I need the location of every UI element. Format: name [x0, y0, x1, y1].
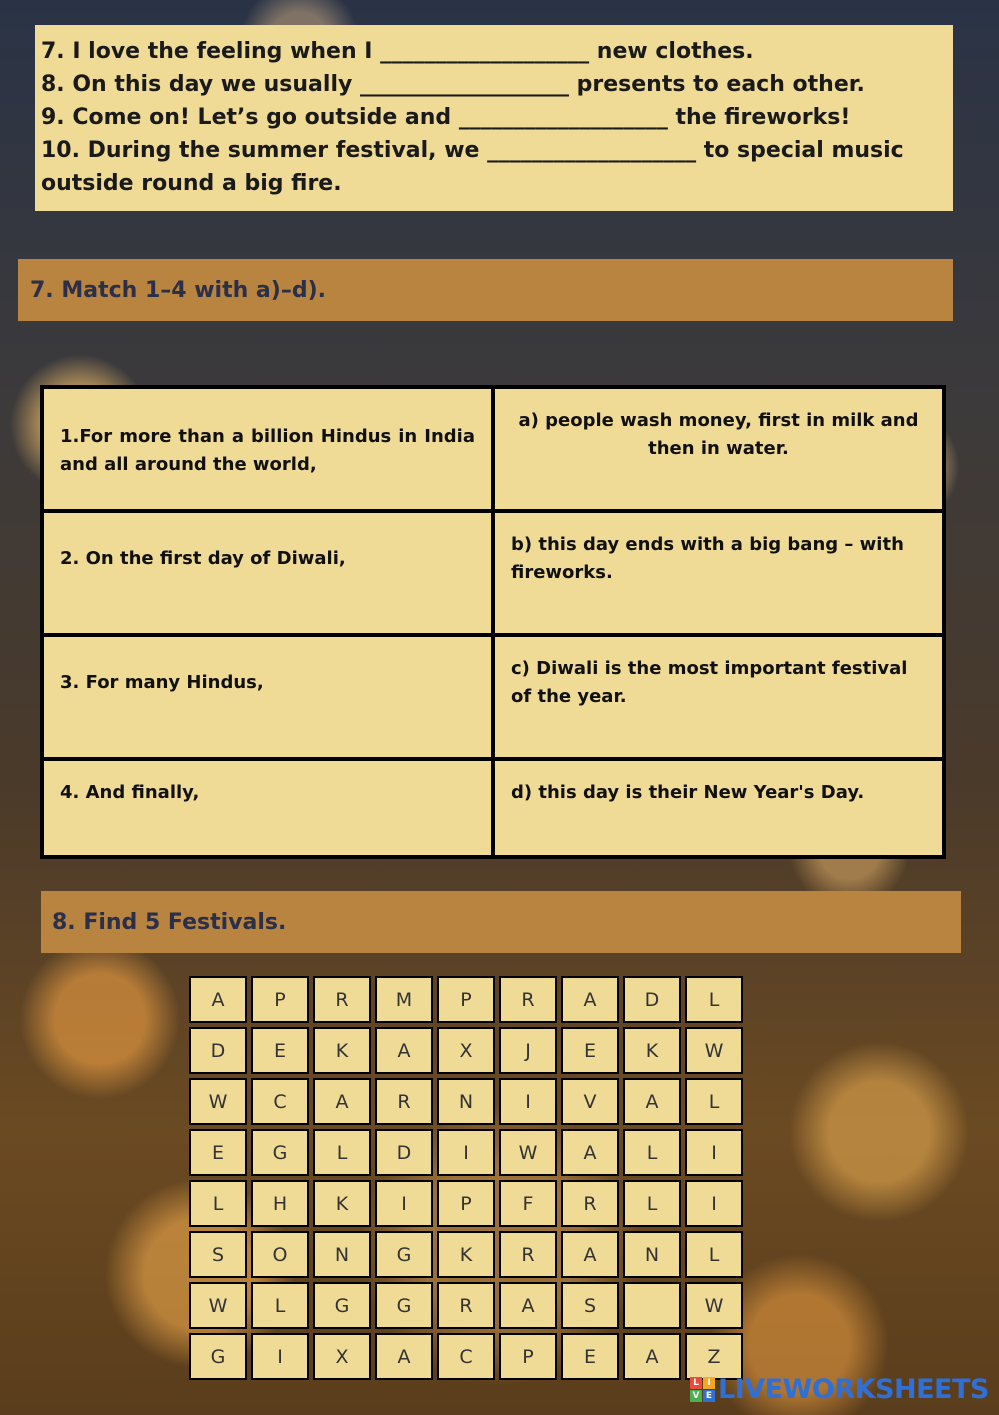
grid-row	[189, 1180, 747, 1231]
grid-cell[interactable]: J	[499, 1027, 557, 1074]
grid-cell[interactable]: A	[623, 1333, 681, 1380]
grid-cell[interactable]: K	[313, 1027, 371, 1074]
liveworksheets-logo-icon	[690, 1377, 715, 1402]
logo-letter: E	[703, 1390, 715, 1402]
table-row	[42, 387, 944, 511]
grid-row	[189, 1027, 747, 1078]
grid-cell[interactable]: G	[251, 1129, 309, 1176]
match-left-2[interactable]	[42, 511, 493, 635]
grid-cell[interactable]: L	[685, 976, 743, 1023]
grid-cell[interactable]: S	[189, 1231, 247, 1278]
grid-cell[interactable]: E	[561, 1333, 619, 1380]
grid-cell[interactable]	[623, 1282, 681, 1329]
table-row	[42, 635, 944, 759]
logo-letter: L	[690, 1377, 702, 1389]
grid-row	[189, 1333, 747, 1384]
grid-row	[189, 1231, 747, 1282]
grid-row	[189, 1129, 747, 1180]
logo-letter: V	[690, 1390, 702, 1402]
grid-cell[interactable]: L	[313, 1129, 371, 1176]
grid-cell[interactable]: C	[437, 1333, 495, 1380]
grid-cell[interactable]: O	[251, 1231, 309, 1278]
grid-cell[interactable]: R	[313, 976, 371, 1023]
grid-row	[189, 1078, 747, 1129]
sentence-7: 7. I love the feeling when I ___________________ new clothes.	[41, 39, 754, 64]
match-right-d-text: d) this day is their New Year's Day.	[511, 782, 865, 803]
match-left-3[interactable]	[42, 635, 493, 759]
grid-cell[interactable]: D	[189, 1027, 247, 1074]
grid-cell[interactable]: I	[685, 1180, 743, 1227]
grid-cell[interactable]: G	[313, 1282, 371, 1329]
grid-cell[interactable]: A	[623, 1078, 681, 1125]
liveworksheets-brand	[690, 1374, 989, 1405]
grid-cell[interactable]: A	[313, 1078, 371, 1125]
grid-cell[interactable]: A	[499, 1282, 557, 1329]
grid-cell[interactable]: G	[189, 1333, 247, 1380]
match-right-d[interactable]	[493, 759, 944, 857]
grid-cell[interactable]: K	[313, 1180, 371, 1227]
sentences-box	[35, 25, 953, 211]
grid-cell[interactable]: L	[623, 1180, 681, 1227]
grid-cell[interactable]: P	[251, 976, 309, 1023]
match-right-b[interactable]	[493, 511, 944, 635]
grid-cell[interactable]: M	[375, 976, 433, 1023]
match-right-c-text: c) Diwali is the most important festival of the year.	[511, 658, 908, 707]
grid-cell[interactable]: R	[499, 976, 557, 1023]
grid-cell[interactable]: E	[561, 1027, 619, 1074]
sentence-10: 10. During the summer festival, we ___________________ to special music outside round a big fire.	[41, 138, 904, 196]
grid-cell[interactable]: A	[561, 976, 619, 1023]
grid-cell[interactable]: R	[499, 1231, 557, 1278]
grid-cell[interactable]: C	[251, 1078, 309, 1125]
sentence-9: 9. Come on! Let’s go outside and ___________________ the fireworks!	[41, 105, 851, 130]
grid-cell[interactable]: L	[685, 1078, 743, 1125]
grid-cell[interactable]: N	[437, 1078, 495, 1125]
match-left-1[interactable]	[42, 387, 493, 511]
grid-cell[interactable]: X	[313, 1333, 371, 1380]
exercise-8-heading: 8. Find 5 Festivals.	[41, 891, 961, 953]
grid-cell[interactable]: X	[437, 1027, 495, 1074]
grid-cell[interactable]: R	[437, 1282, 495, 1329]
grid-cell[interactable]: A	[375, 1333, 433, 1380]
grid-cell[interactable]: H	[251, 1180, 309, 1227]
grid-cell[interactable]: R	[561, 1180, 619, 1227]
grid-cell[interactable]: N	[313, 1231, 371, 1278]
match-left-4-text: 4. And finally,	[60, 782, 200, 803]
grid-cell[interactable]: I	[251, 1333, 309, 1380]
table-row	[42, 511, 944, 635]
match-table	[40, 385, 946, 859]
match-right-a[interactable]	[493, 387, 944, 511]
grid-cell[interactable]: W	[685, 1027, 743, 1074]
grid-row	[189, 976, 747, 1027]
sentence-8: 8. On this day we usually ___________________ presents to each other.	[41, 72, 865, 97]
grid-cell[interactable]: F	[499, 1180, 557, 1227]
grid-cell[interactable]: I	[375, 1180, 433, 1227]
grid-cell[interactable]: K	[437, 1231, 495, 1278]
grid-cell[interactable]: P	[499, 1333, 557, 1380]
grid-cell[interactable]: W	[189, 1078, 247, 1125]
match-right-a-text: a) people wash money, first in milk and then in water.	[518, 410, 919, 459]
exercise-7-heading: 7. Match 1–4 with a)–d).	[18, 259, 953, 321]
word-search-grid	[189, 976, 747, 1384]
grid-cell[interactable]: A	[561, 1231, 619, 1278]
grid-cell[interactable]: K	[623, 1027, 681, 1074]
grid-cell[interactable]: A	[375, 1027, 433, 1074]
grid-cell[interactable]: I	[685, 1129, 743, 1176]
grid-cell[interactable]: I	[499, 1078, 557, 1125]
grid-cell[interactable]: A	[189, 976, 247, 1023]
grid-cell[interactable]: W	[499, 1129, 557, 1176]
match-left-4[interactable]	[42, 759, 493, 857]
grid-row	[189, 1282, 747, 1333]
grid-cell[interactable]: E	[189, 1129, 247, 1176]
match-right-b-text: b) this day ends with a big bang – with fireworks.	[511, 534, 904, 583]
table-row	[42, 759, 944, 857]
match-right-c[interactable]	[493, 635, 944, 759]
grid-cell[interactable]: L	[623, 1129, 681, 1176]
grid-cell[interactable]: D	[375, 1129, 433, 1176]
grid-cell[interactable]: W	[189, 1282, 247, 1329]
grid-cell[interactable]: V	[561, 1078, 619, 1125]
grid-cell[interactable]: S	[561, 1282, 619, 1329]
grid-cell[interactable]: P	[437, 976, 495, 1023]
grid-cell[interactable]: W	[685, 1282, 743, 1329]
grid-cell[interactable]: L	[685, 1231, 743, 1278]
grid-cell[interactable]: G	[375, 1282, 433, 1329]
brand-text: LIVEWORKSHEETS	[718, 1374, 989, 1405]
logo-letter: I	[703, 1377, 715, 1389]
grid-cell[interactable]: G	[375, 1231, 433, 1278]
match-left-2-text: 2. On the first day of Diwali,	[60, 548, 346, 569]
match-left-1-text: 1.For more than a billion Hindus in India and all around the world,	[60, 426, 475, 475]
grid-cell[interactable]: I	[437, 1129, 495, 1176]
grid-cell[interactable]: L	[251, 1282, 309, 1329]
grid-cell[interactable]: A	[561, 1129, 619, 1176]
grid-cell[interactable]: N	[623, 1231, 681, 1278]
grid-cell[interactable]: L	[189, 1180, 247, 1227]
grid-cell[interactable]: E	[251, 1027, 309, 1074]
grid-cell[interactable]: Z	[685, 1333, 743, 1380]
match-left-3-text: 3. For many Hindus,	[60, 672, 264, 693]
grid-cell[interactable]: P	[437, 1180, 495, 1227]
grid-cell[interactable]: D	[623, 976, 681, 1023]
grid-cell[interactable]: R	[375, 1078, 433, 1125]
